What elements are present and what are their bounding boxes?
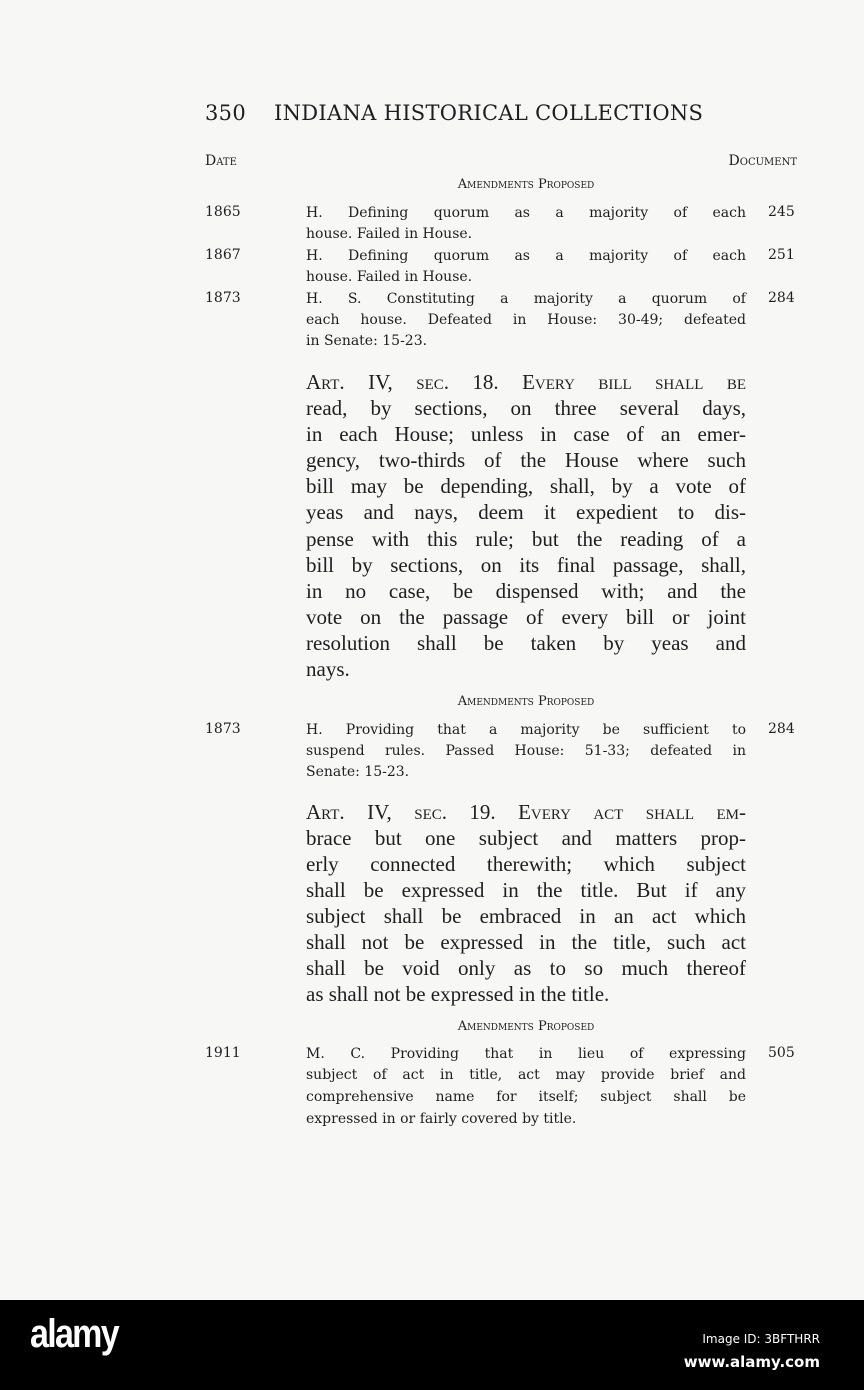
entry-text-line: subject of act in title, act may provide brief and xyxy=(306,1067,746,1083)
article-text-line: shall be expressed in the title. But if any xyxy=(306,878,746,902)
date-column-header: Date xyxy=(205,153,237,169)
entry-text-line: Senate: 15-23. xyxy=(306,764,410,780)
entry-document-number: 251 xyxy=(768,247,795,263)
article-text-line: nays. xyxy=(306,657,350,681)
entry-text-line: H. Defining quorum as a majority of each xyxy=(306,205,746,221)
image-id: Image ID: 3BFTHRR xyxy=(702,1332,820,1346)
article-text-line: read, by sections, on three several days, xyxy=(306,396,746,420)
entry-date: 1911 xyxy=(205,1045,241,1061)
entry-document-number: 505 xyxy=(768,1045,795,1061)
alamy-logo: alamy xyxy=(30,1312,118,1356)
running-title: INDIANA HISTORICAL COLLECTIONS xyxy=(274,101,704,125)
entry-document-number: 284 xyxy=(768,721,795,737)
entry-text-line: H. S. Constituting a majority a quorum of xyxy=(306,291,746,307)
entry-text-line: H. Providing that a majority be sufficient to xyxy=(306,722,746,738)
entry-text-line: H. Defining quorum as a majority of each xyxy=(306,248,746,264)
entry-text-line: comprehensive name for itself; subject shall be xyxy=(306,1089,746,1105)
article-text-line: in each House; unless in case of an emer- xyxy=(306,422,746,446)
document-column-header: Document xyxy=(728,153,797,169)
section-heading: Amendments Proposed xyxy=(457,694,595,709)
article-text-line: resolution shall be taken by yeas and xyxy=(306,631,746,655)
article-text-line: in no case, be dispensed with; and the xyxy=(306,579,746,603)
article-text-line: Art. IV, sec. 19. Every act shall em- xyxy=(306,800,746,824)
article-text-line: gency, two-thirds of the House where such xyxy=(306,448,746,472)
entry-text-line: suspend rules. Passed House: 51-33; defeated in xyxy=(306,743,746,759)
entry-text-line: house. Failed in House. xyxy=(306,226,473,242)
entry-document-number: 284 xyxy=(768,290,795,306)
entry-text-line: each house. Defeated in House: 30-49; defeated xyxy=(306,312,746,328)
entry-text-line: house. Failed in House. xyxy=(306,269,473,285)
section-heading: Amendments Proposed xyxy=(457,1019,595,1034)
watermark-url: www.alamy.com xyxy=(683,1353,820,1371)
entry-text-line: in Senate: 15-23. xyxy=(306,333,428,349)
article-text-line: yeas and nays, deem it expedient to dis- xyxy=(306,500,746,524)
article-text-line: erly connected therewith; which subject xyxy=(306,852,746,876)
article-text-line: vote on the passage of every bill or joint xyxy=(306,605,746,629)
article-text-line: bill may be depending, shall, by a vote of xyxy=(306,474,746,498)
article-text-line: shall be void only as to so much thereof xyxy=(306,956,746,980)
section-heading: Amendments Proposed xyxy=(457,177,595,192)
article-text-line: pense with this rule; but the reading of a xyxy=(306,527,746,551)
watermark-bar xyxy=(0,1300,864,1390)
article-text-line: as shall not be expressed in the title. xyxy=(306,982,610,1006)
entry-date: 1867 xyxy=(205,247,241,263)
entry-date: 1865 xyxy=(205,204,241,220)
article-text-line: brace but one subject and matters prop- xyxy=(306,826,746,850)
entry-document-number: 245 xyxy=(768,204,795,220)
article-text-line: Art. IV, sec. 18. Every bill shall be xyxy=(306,370,746,394)
page-number: 350 xyxy=(205,101,246,125)
entry-date: 1873 xyxy=(205,290,241,306)
entry-text-line: M. C. Providing that in lieu of expressing xyxy=(306,1046,746,1062)
entry-text-line: expressed in or fairly covered by title. xyxy=(306,1111,577,1127)
article-text-line: bill by sections, on its final passage, shall, xyxy=(306,553,746,577)
article-text-line: shall not be expressed in the title, such act xyxy=(306,930,746,954)
entry-date: 1873 xyxy=(205,721,241,737)
article-text-line: subject shall be embraced in an act which xyxy=(306,904,746,928)
